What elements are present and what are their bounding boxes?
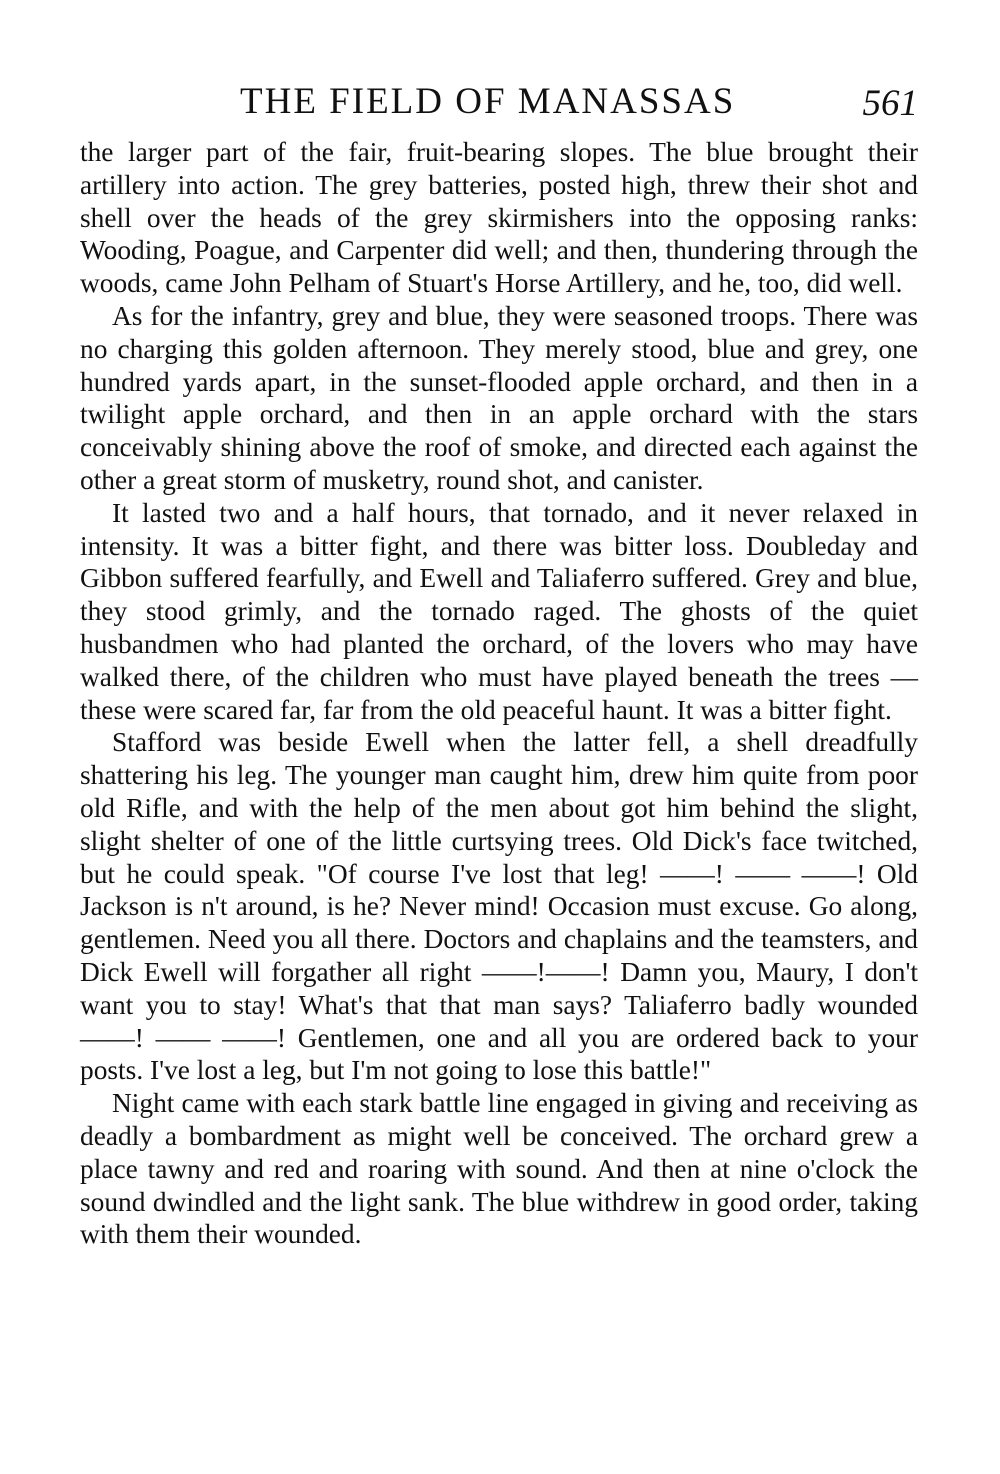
paragraph: It lasted two and a half hours, that tornado, and it never relaxed in intensity. It was a bitter fight, and there was bitter loss. Doubleday and Gibbon suffered fearfully, and Ewell and Taliaferro suffered. Grey and blue, they stood grimly, and the tornado raged. The ghosts of the quiet husbandmen who had planted the orchard, of the lovers who may have walked there, of the children who must have played beneath the trees — these were scared far, far from the old peaceful haunt. It was a bitter fight.: [80, 497, 918, 725]
paragraph: As for the infantry, grey and blue, they were seasoned troops. There was no charging this golden afternoon. They merely stood, blue and grey, one hundred yards apart, in the sunset-flooded apple orchard, and then in a twilight apple orchard, and then in an apple orchard with the stars conceivably shining above the roof of smoke, and directed each against the other a great storm of musketry, round shot, and canister.: [80, 300, 918, 495]
paragraph: the larger part of the fair, fruit-bearing slopes. The blue brought their artillery into action. The grey batteries, posted high, threw their shot and shell over the heads of the grey skirmishers into the opposing ranks: Wooding, Poague, and Carpenter did well; and then, thundering through the woods, came John Pelham of Stuart's Horse Artillery, and he, too, did well.: [80, 137, 918, 299]
running-title: THE FIELD OF MANASSAS: [240, 81, 736, 122]
book-page: [80, 78, 918, 1251]
page-number: 561: [862, 83, 918, 124]
page-header: [80, 78, 918, 136]
paragraph: Stafford was beside Ewell when the latter fell, a shell dreadfully shattering his leg. The younger man caught him, drew him quite from poor old Rifle, and with the help of the men about got him behind the slight, slight shelter of one of the little curtsying trees. Old Dick's face twitched, but he could speak. "Of course I've lost that leg! ——! —— ——! Old Jackson is n't around, is he? Never mind! Occasion must excuse. Go along, gentlemen. Need you all there. Doctors and chaplains and the teamsters, and Dick Ewell will forgather all right ——!——! Damn you, Maury, I don't want you to stay! What's that that man says? Taliaferro badly wounded ——! —— ——! Gentlemen, one and all you are ordered back to your posts. I've lost a leg, but I'm not going to lose this battle!": [80, 727, 918, 1086]
body-text: [80, 136, 918, 1251]
paragraph: Night came with each stark battle line engaged in giving and receiving as deadly a bombardment as might well be conceived. The orchard grew a place tawny and red and roaring with sound. And then at nine o'clock the sound dwindled and the light sank. The blue withdrew in good order, taking with them their wounded.: [80, 1088, 918, 1250]
